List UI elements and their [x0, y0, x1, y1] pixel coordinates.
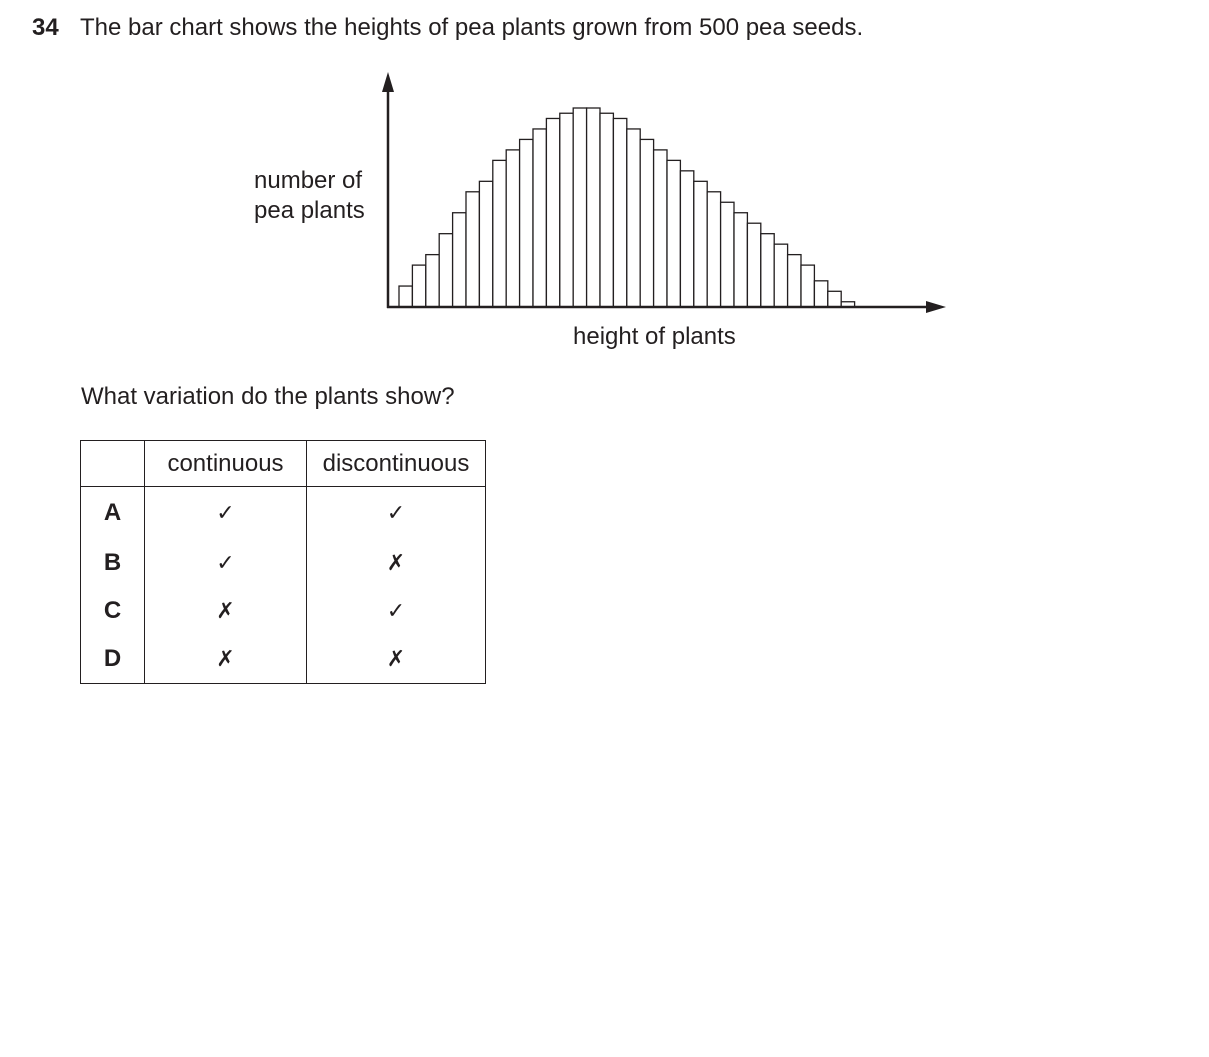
bar-chart: [0, 0, 1209, 370]
chart-bar: [399, 286, 412, 307]
answer-options-table: [80, 440, 486, 684]
option-letter: A: [81, 487, 145, 540]
chart-bar: [734, 213, 747, 307]
chart-bar: [814, 281, 827, 307]
option-letter: D: [81, 635, 145, 684]
x-axis-label: height of plants: [573, 323, 736, 350]
chart-bar: [694, 181, 707, 307]
x-axis-arrow: [926, 301, 946, 313]
chart-bar: [680, 171, 693, 307]
chart-bar: [788, 255, 801, 307]
chart-bar: [801, 265, 814, 307]
chart-bars: [399, 108, 855, 307]
chart-bar: [506, 150, 519, 307]
question-prompt: What variation do the plants show?: [81, 383, 455, 410]
continuous-mark: ✗: [145, 587, 307, 635]
table-row: [81, 487, 486, 540]
header-discontinuous: discontinuous: [307, 441, 486, 487]
question-number: 34: [32, 14, 59, 41]
discontinuous-mark: ✓: [307, 587, 486, 635]
chart-bar: [533, 129, 546, 307]
chart-bar: [654, 150, 667, 307]
chart-bar: [479, 181, 492, 307]
chart-bar: [466, 192, 479, 307]
chart-bar: [600, 113, 613, 307]
chart-bar: [761, 234, 774, 307]
y-axis-label-line-2: pea plants: [254, 197, 365, 224]
table-row: [81, 635, 486, 684]
chart-bar: [667, 160, 680, 307]
chart-bar: [412, 265, 425, 307]
chart-bar: [573, 108, 586, 307]
chart-bar: [627, 129, 640, 307]
chart-bar: [546, 118, 559, 307]
table-header-row: [81, 441, 486, 487]
option-letter: C: [81, 587, 145, 635]
discontinuous-mark: ✗: [307, 539, 486, 587]
chart-bar: [520, 139, 533, 307]
chart-bar: [426, 255, 439, 307]
chart-bar: [439, 234, 452, 307]
chart-bar: [721, 202, 734, 307]
header-continuous: continuous: [145, 441, 307, 487]
y-axis-label-line-1: number of: [254, 167, 363, 194]
table-row: [81, 539, 486, 587]
y-axis-arrow: [382, 72, 394, 92]
header-empty-cell: [81, 441, 145, 487]
chart-bar: [613, 118, 626, 307]
continuous-mark: ✓: [145, 539, 307, 587]
option-letter: B: [81, 539, 145, 587]
continuous-mark: ✓: [145, 487, 307, 540]
chart-bar: [587, 108, 600, 307]
chart-bar: [453, 213, 466, 307]
chart-bar: [828, 291, 841, 307]
discontinuous-mark: ✗: [307, 635, 486, 684]
question-text: The bar chart shows the heights of pea plants grown from 500 pea seeds.: [80, 14, 864, 41]
discontinuous-mark: ✓: [307, 487, 486, 540]
chart-bar: [774, 244, 787, 307]
table-row: [81, 587, 486, 635]
chart-bar: [493, 160, 506, 307]
chart-bar: [560, 113, 573, 307]
continuous-mark: ✗: [145, 635, 307, 684]
chart-bar: [640, 139, 653, 307]
chart-bar: [747, 223, 760, 307]
chart-bar: [707, 192, 720, 307]
